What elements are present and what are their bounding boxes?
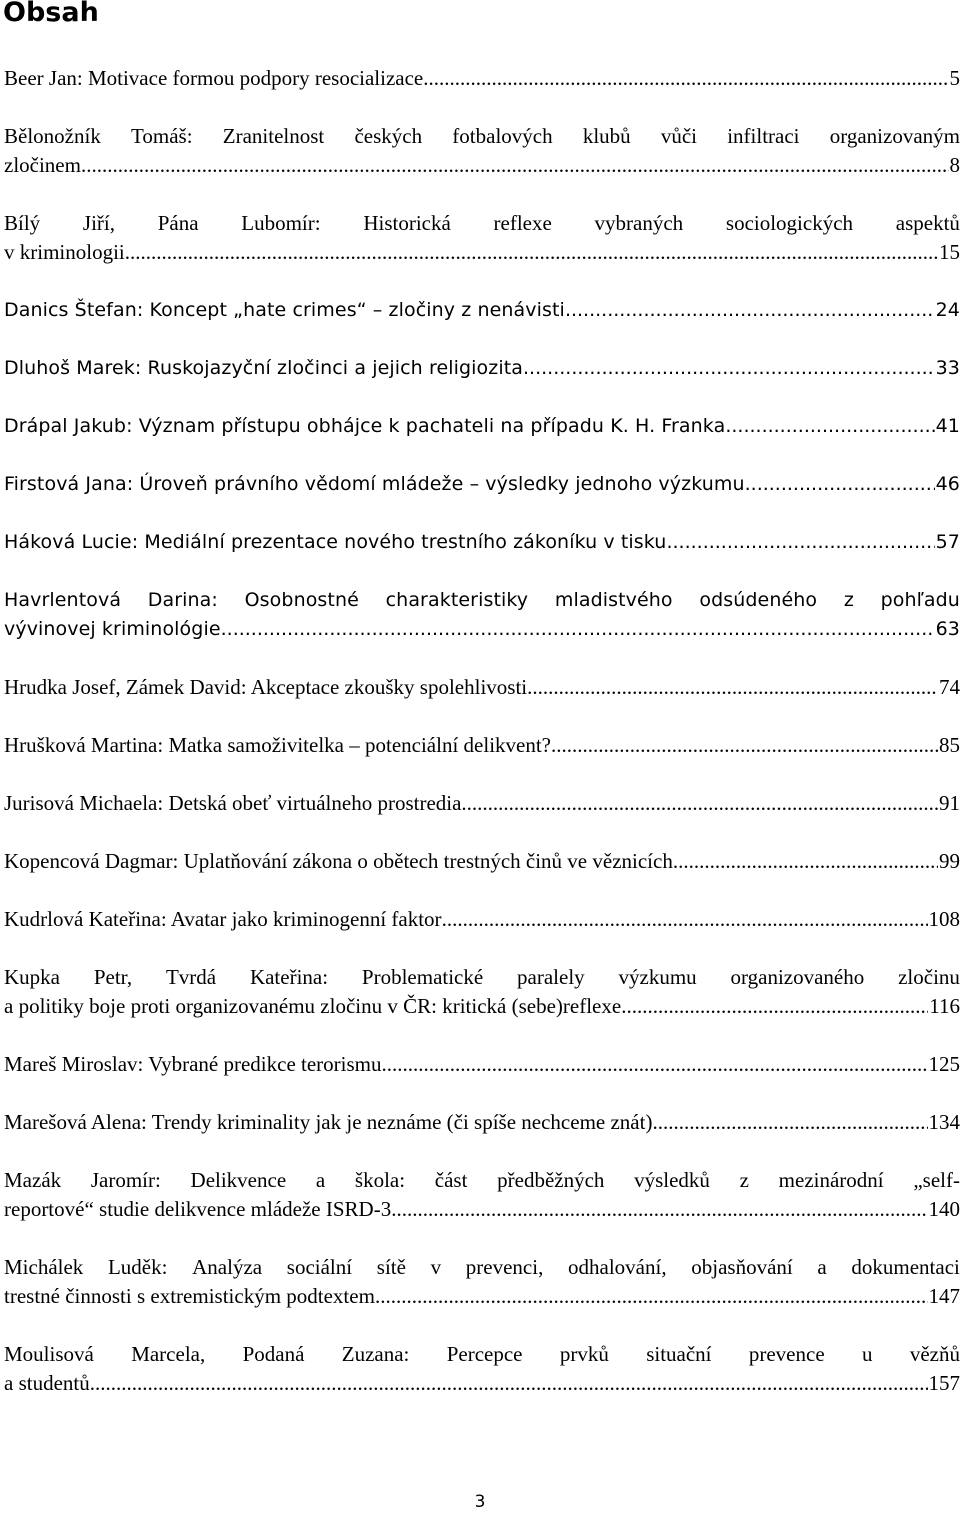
toc-entry-line: Havrlentová Darina: Osobnostné charakteristiky mladistvého odsúdeného z pohľadu bbox=[4, 589, 960, 611]
toc-entry[interactable] bbox=[4, 586, 960, 644]
dot-leader bbox=[221, 615, 935, 644]
toc-entry-page: 63 bbox=[935, 618, 960, 640]
page-title: Obsah bbox=[3, 0, 99, 28]
toc-entry-last-line bbox=[4, 1369, 960, 1398]
toc-entry-last-line bbox=[4, 238, 960, 267]
page-number: 3 bbox=[474, 1492, 486, 1512]
toc-entry-line: Kupka Petr, Tvrdá Kateřina: Problematické paralely výzkumu organizovaného zločinu bbox=[4, 965, 960, 989]
dot-leader bbox=[745, 470, 935, 499]
toc-entry[interactable] bbox=[4, 905, 960, 934]
toc-entry[interactable] bbox=[4, 209, 960, 267]
dot-leader bbox=[125, 238, 938, 267]
toc-entry-title: zločinem bbox=[4, 153, 81, 177]
toc-entry-title: reportové“ studie delikvence mládeže ISRD-3 bbox=[4, 1197, 392, 1221]
toc-entry-last-line bbox=[4, 731, 960, 760]
toc-entry-last-line bbox=[4, 296, 960, 325]
toc-entry-last-line bbox=[4, 673, 960, 702]
toc-entry-page: 85 bbox=[939, 733, 960, 757]
toc-entry-last-line bbox=[4, 615, 960, 644]
toc-entry[interactable] bbox=[4, 122, 960, 180]
toc-entry-page: 46 bbox=[935, 473, 960, 495]
toc-entry-page: 15 bbox=[939, 240, 960, 264]
toc-entry-last-line bbox=[4, 992, 960, 1021]
toc-entry-page: 41 bbox=[935, 415, 960, 437]
toc-entry-title: a studentů bbox=[4, 1371, 90, 1395]
toc-entry-title: Háková Lucie: Mediální prezentace nového trestního zákoníku v tisku bbox=[4, 531, 667, 553]
toc-entry-page: 157 bbox=[928, 1371, 960, 1395]
toc-entry[interactable] bbox=[4, 1108, 960, 1137]
toc-entry-last-line bbox=[4, 412, 960, 441]
toc-entry-page: 147 bbox=[928, 1284, 960, 1308]
dot-leader bbox=[673, 847, 938, 876]
toc-entry-page: 5 bbox=[949, 66, 960, 90]
toc-entry-title: Dluhoš Marek: Ruskojazyční zločinci a jejich religiozita bbox=[4, 357, 523, 379]
toc-entry-last-line bbox=[4, 789, 960, 818]
toc-entry-title: a politiky boje proti organizovanému zločinu v ČR: kritická (sebe)reflexe bbox=[4, 994, 622, 1018]
toc-entry-page: 134 bbox=[928, 1110, 960, 1134]
toc-entry[interactable] bbox=[4, 470, 960, 499]
toc-entry-title: Danics Štefan: Koncept „hate crimes“ – zločiny z nenávisti bbox=[4, 299, 565, 321]
table-of-contents bbox=[4, 64, 960, 1427]
toc-entry-title: Kopencová Dagmar: Uplatňování zákona o obětech trestných činů ve věznicích bbox=[4, 849, 673, 873]
toc-entry[interactable] bbox=[4, 963, 960, 1021]
toc-entry[interactable] bbox=[4, 1050, 960, 1079]
toc-entry[interactable] bbox=[4, 1340, 960, 1398]
dot-leader bbox=[90, 1369, 928, 1398]
toc-entry-title: trestné činnosti s extremistickým podtextem bbox=[4, 1284, 375, 1308]
toc-entry[interactable] bbox=[4, 847, 960, 876]
toc-entry-title: vývinovej kriminológie bbox=[4, 618, 221, 640]
dot-leader bbox=[527, 673, 938, 702]
toc-entry-page: 108 bbox=[928, 907, 960, 931]
toc-entry[interactable] bbox=[4, 64, 960, 93]
toc-entry-title: Hrušková Martina: Matka samoživitelka – potenciální delikvent? bbox=[4, 733, 552, 757]
dot-leader bbox=[423, 64, 948, 93]
toc-entry-page: 8 bbox=[949, 153, 960, 177]
dot-leader bbox=[442, 905, 928, 934]
toc-entry-page: 125 bbox=[928, 1052, 960, 1076]
toc-entry-last-line bbox=[4, 354, 960, 383]
toc-entry-last-line bbox=[4, 151, 960, 180]
toc-entry[interactable] bbox=[4, 1253, 960, 1311]
toc-entry-page: 33 bbox=[935, 357, 960, 379]
toc-entry-title: Beer Jan: Motivace formou podpory resocializace bbox=[4, 66, 424, 90]
toc-entry[interactable] bbox=[4, 528, 960, 557]
toc-entry-last-line bbox=[4, 1282, 960, 1311]
toc-entry-title: Hrudka Josef, Zámek David: Akceptace zkoušky spolehlivosti bbox=[4, 675, 528, 699]
toc-entry-last-line bbox=[4, 1195, 960, 1224]
dot-leader bbox=[375, 1282, 928, 1311]
toc-entry-line: Bílý Jiří, Pána Lubomír: Historická reflexe vybraných sociologických aspektů bbox=[4, 211, 960, 235]
toc-entry-line: Moulisová Marcela, Podaná Zuzana: Percepce prvků situační prevence u vězňů bbox=[4, 1342, 960, 1366]
toc-entry-last-line bbox=[4, 470, 960, 499]
toc-entry[interactable] bbox=[4, 789, 960, 818]
toc-entry[interactable] bbox=[4, 412, 960, 441]
dot-leader bbox=[81, 151, 949, 180]
dot-leader bbox=[461, 789, 938, 818]
toc-entry-last-line bbox=[4, 64, 960, 93]
toc-entry-title: Firstová Jana: Úroveň právního vědomí mládeže – výsledky jednoho výzkumu bbox=[4, 473, 745, 495]
toc-entry[interactable] bbox=[4, 1166, 960, 1224]
toc-entry-title: Drápal Jakub: Význam přístupu obhájce k pachateli na případu K. H. Franka bbox=[4, 415, 726, 437]
toc-entry-last-line bbox=[4, 528, 960, 557]
toc-entry-page: 99 bbox=[939, 849, 960, 873]
dot-leader bbox=[621, 992, 928, 1021]
toc-entry-line: Michálek Luděk: Analýza sociální sítě v prevenci, odhalování, objasňování a dokumentaci bbox=[4, 1255, 960, 1279]
dot-leader bbox=[725, 412, 934, 441]
dot-leader bbox=[652, 1108, 927, 1137]
toc-entry-title: v kriminologii bbox=[4, 240, 125, 264]
dot-leader bbox=[391, 1195, 927, 1224]
toc-entry-title: Marešová Alena: Trendy kriminality jak je neznáme (či spíše nechceme znát) bbox=[4, 1110, 653, 1134]
toc-entry[interactable] bbox=[4, 673, 960, 702]
toc-entry-line: Bělonožník Tomáš: Zranitelnost českých fotbalových klubů vůči infiltraci organizovaným bbox=[4, 124, 960, 148]
toc-entry-page: 74 bbox=[939, 675, 960, 699]
toc-entry[interactable] bbox=[4, 354, 960, 383]
dot-leader bbox=[523, 354, 935, 383]
toc-entry-page: 57 bbox=[935, 531, 960, 553]
toc-entry-page: 116 bbox=[929, 994, 960, 1018]
toc-entry-last-line bbox=[4, 847, 960, 876]
toc-entry-page: 140 bbox=[928, 1197, 960, 1221]
toc-entry-title: Kudrlová Kateřina: Avatar jako kriminogenní faktor bbox=[4, 907, 442, 931]
toc-entry[interactable] bbox=[4, 296, 960, 325]
toc-entry-line: Mazák Jaromír: Delikvence a škola: část předběžných výsledků z mezinárodní „self- bbox=[4, 1168, 960, 1192]
toc-entry-last-line bbox=[4, 905, 960, 934]
toc-entry-last-line bbox=[4, 1108, 960, 1137]
toc-entry-last-line bbox=[4, 1050, 960, 1079]
dot-leader bbox=[551, 731, 938, 760]
dot-leader bbox=[382, 1050, 928, 1079]
toc-entry-page: 91 bbox=[939, 791, 960, 815]
dot-leader bbox=[565, 296, 935, 325]
toc-entry-page: 24 bbox=[935, 299, 960, 321]
toc-entry-title: Mareš Miroslav: Vybrané predikce terorismu bbox=[4, 1052, 382, 1076]
dot-leader bbox=[666, 528, 934, 557]
toc-entry-title: Jurisová Michaela: Detská obeť virtuálneho prostredia bbox=[4, 791, 462, 815]
toc-entry[interactable] bbox=[4, 731, 960, 760]
